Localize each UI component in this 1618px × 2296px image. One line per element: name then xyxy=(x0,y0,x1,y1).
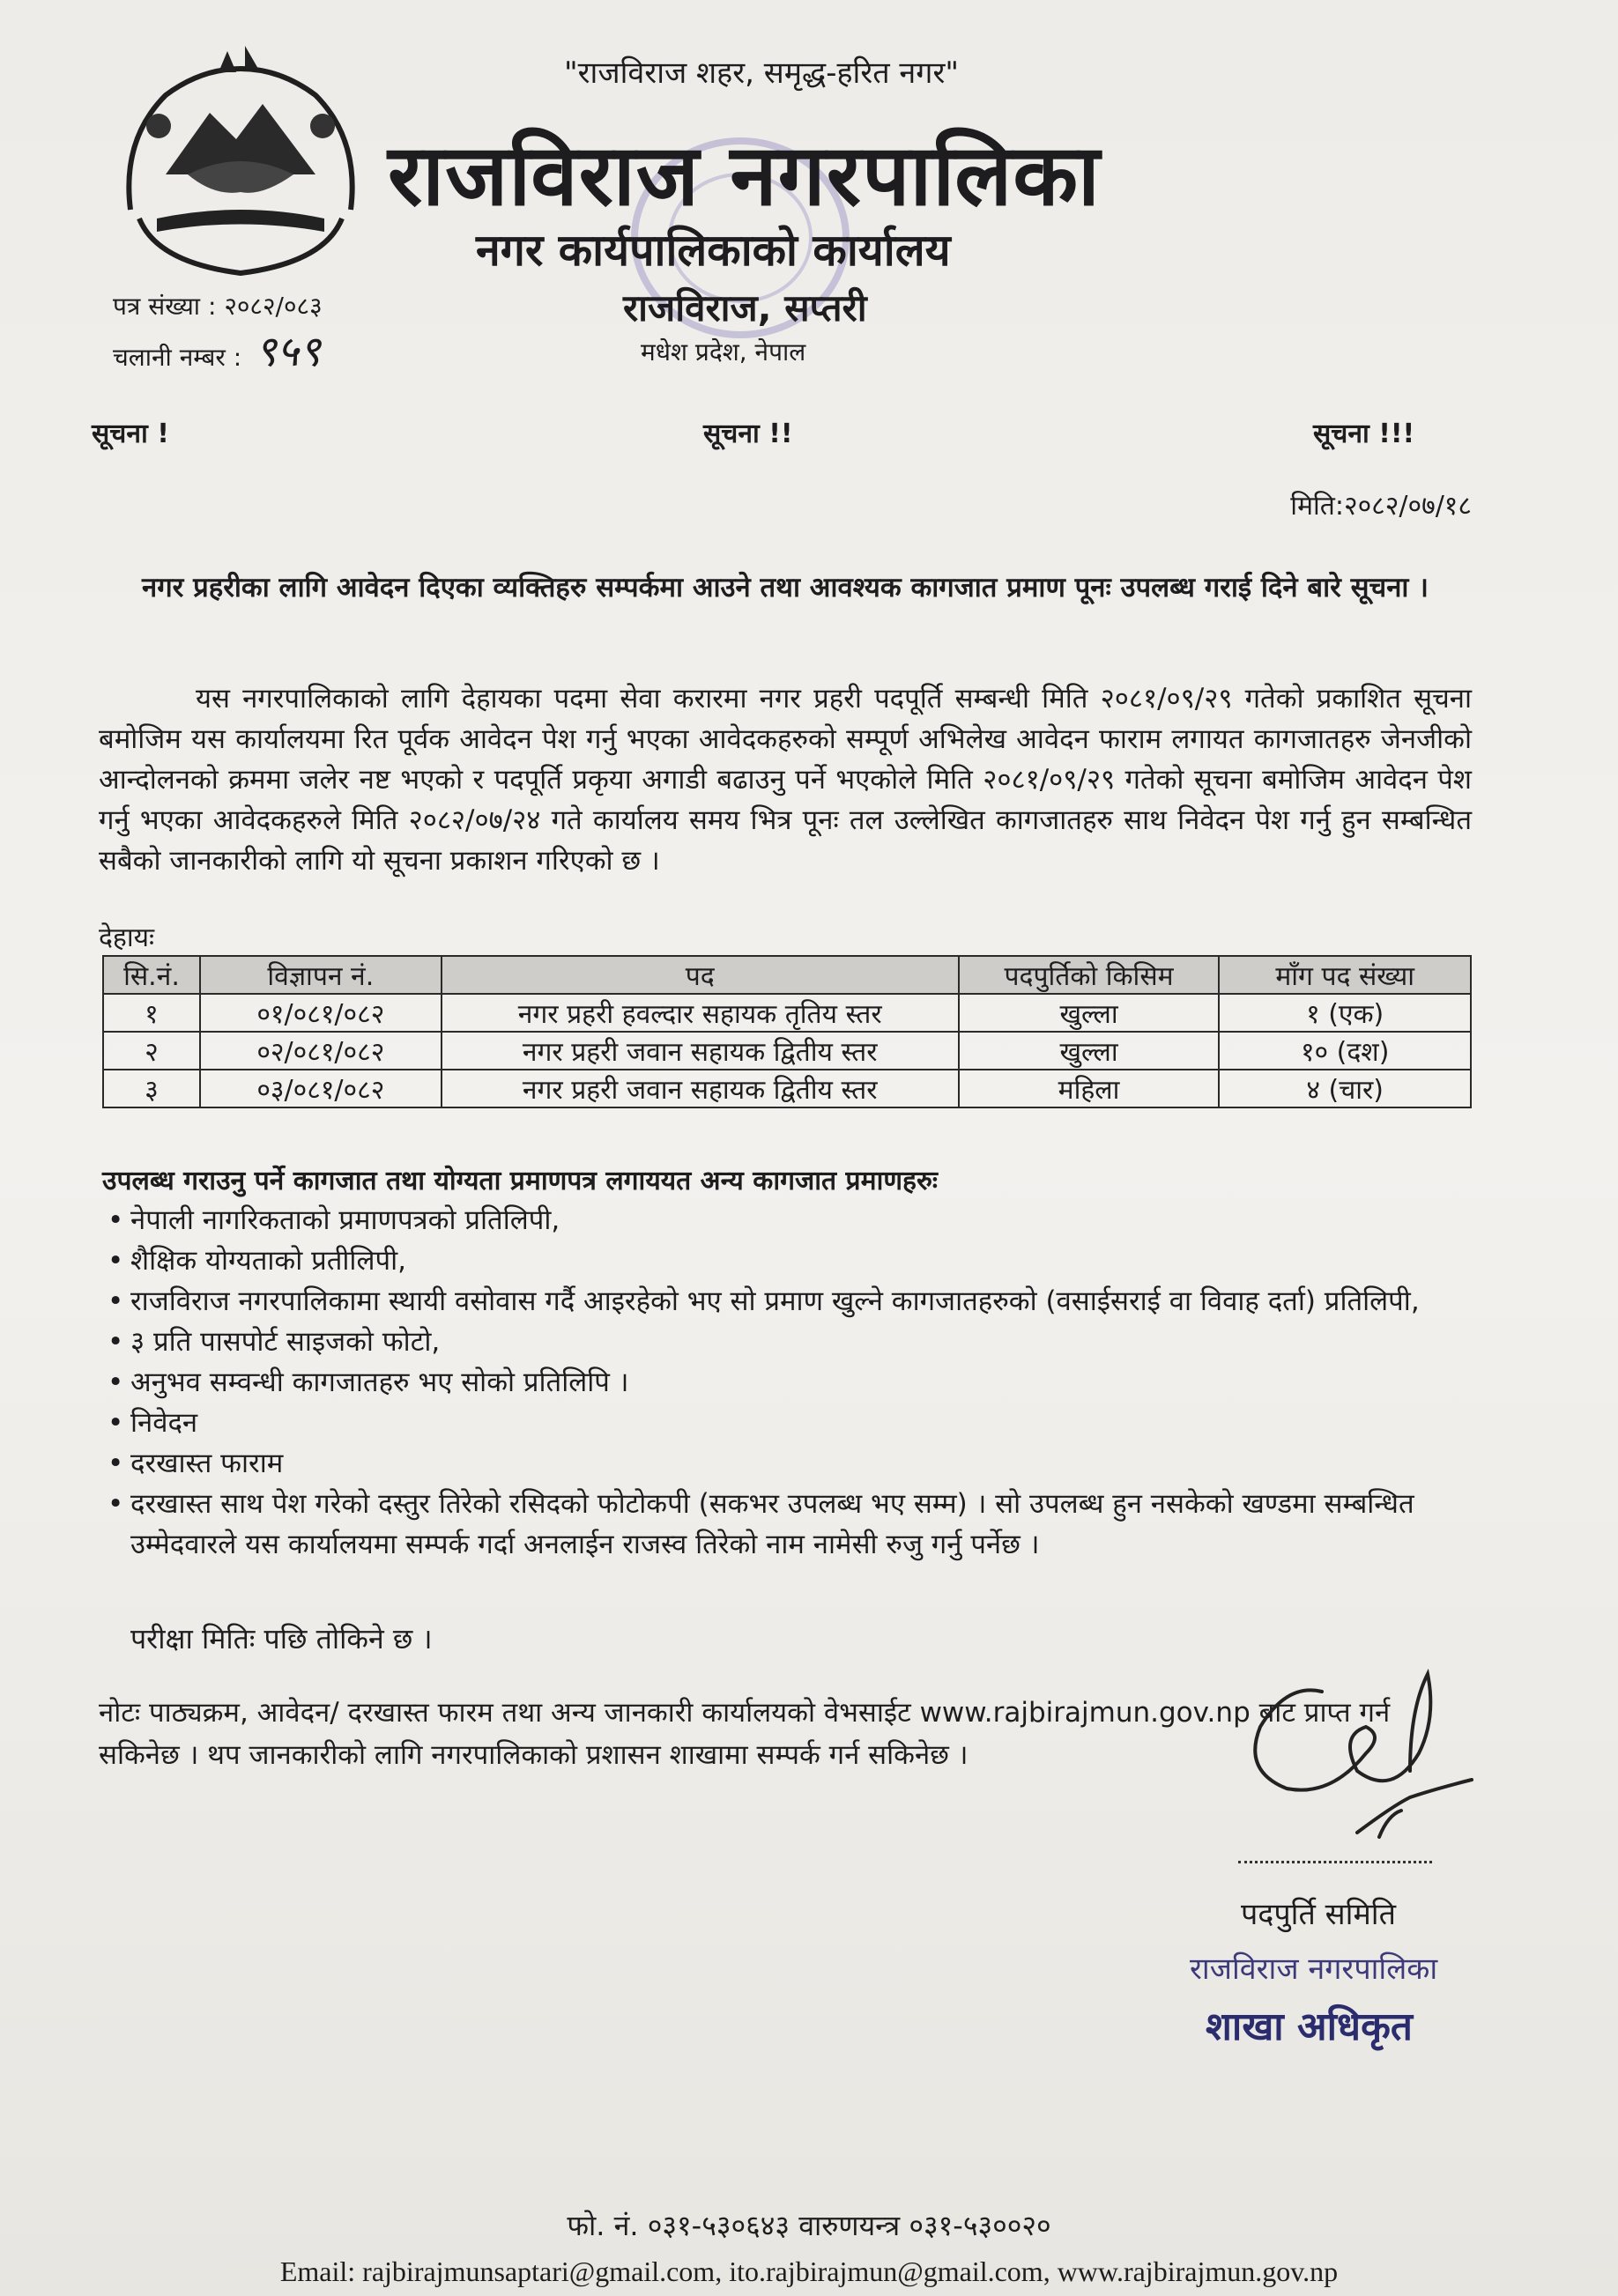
cell-type: महिला xyxy=(959,1070,1220,1107)
list-item: • दरखास्त फाराम xyxy=(108,1443,1472,1484)
cell-ad-no: ०३/०८१/०८२ xyxy=(200,1070,442,1107)
dispatch-number xyxy=(113,322,321,379)
signature-icon xyxy=(1190,1656,1481,1912)
cell-sn: ३ xyxy=(103,1070,200,1107)
cell-post: नगर प्रहरी जवान सहायक द्वितीय स्तर xyxy=(442,1032,959,1070)
office-name: राजविराज नगरपालिका xyxy=(388,126,1101,225)
table-row xyxy=(103,1032,1471,1070)
notice-date: मिति:२०८२/०७/१८ xyxy=(1290,491,1472,522)
cell-ad-no: ०२/०८१/०८२ xyxy=(200,1032,442,1070)
cell-count: १ (एक) xyxy=(1219,994,1471,1032)
col-header-type: पदपुर्तिको किसिम xyxy=(959,956,1220,994)
requirements-heading: उपलब्ध गराउनु पर्ने कागजात तथा योग्यता प्रमाणपत्र लगाययत अन्य कागजात प्रमाणहरुः xyxy=(102,1166,938,1196)
requirements-list xyxy=(108,1200,1472,1565)
footer-phone: फो. नं. ०३१-५३०६४३ वारुणयन्त्र ०३१-५३००२० xyxy=(567,2209,1051,2242)
notice-center: सूचना !! xyxy=(703,418,793,449)
list-item: • राजविराज नगरपालिकामा स्थायी वसोवास गर्दै आइरहेको भए सो प्रमाण खुल्ने कागजातहरुको (वसाईसराई वा विवाह दर्ता) प्रतिलिपी, xyxy=(108,1281,1472,1322)
notice-left: सूचना ! xyxy=(92,418,169,449)
posts-table xyxy=(102,955,1472,1108)
cell-sn: २ xyxy=(103,1032,200,1070)
dispatch-number-value: ९५९ xyxy=(255,327,321,376)
cell-post: नगर प्रहरी जवान सहायक द्वितीय स्तर xyxy=(442,1070,959,1107)
stamp-office: राजविराज नगरपालिका xyxy=(1190,1952,1438,1987)
committee-name: पदपुर्ति समिति xyxy=(1241,1897,1396,1932)
office-province: मधेश प्रदेश, नेपाल xyxy=(641,337,806,367)
cell-count: १० (दश) xyxy=(1219,1032,1471,1070)
list-item: • नेपाली नागरिकताको प्रमाणपत्रको प्रतिलिपी, xyxy=(108,1200,1472,1241)
notice-subject: नगर प्रहरीका लागि आवेदन दिएका व्यक्तिहरु सम्पर्कमा आउने तथा आवश्यक कागजात प्रमाण पूनः उपलब्ध गराई दिने बारे सूचना । xyxy=(141,572,1429,604)
list-item: • ३ प्रति पासपोर्ट साइजको फोटो, xyxy=(108,1322,1472,1362)
office-address: राजविराज, सप्तरी xyxy=(623,286,867,330)
list-item: • निवेदन xyxy=(108,1403,1472,1443)
col-header-count: माँग पद संख्या xyxy=(1219,956,1471,994)
office-motto: "राजविराज शहर, समृद्ध-हरित नगर" xyxy=(564,56,959,91)
nepal-emblem-icon xyxy=(104,42,377,289)
col-header-sn: सि.नं. xyxy=(103,956,200,994)
cell-post: नगर प्रहरी हवल्दार सहायक तृतिय स्तर xyxy=(442,994,959,1032)
cell-type: खुल्ला xyxy=(959,1032,1220,1070)
footnote: नोटः पाठ्यक्रम, आवेदन/ दरखास्त फारम तथा अन्य जानकारी कार्यालयको वेभसाईट www.rajbirajmun.gov.np बाट प्राप्त गर्न सकिनेछ । थप जानकारीको लागि नगरपालिकाको प्रशासन शाखामा सम्पर्क गर्न सकिनेछ । xyxy=(99,1697,1391,1771)
col-header-post: पद xyxy=(442,956,959,994)
cell-ad-no: ०१/०८१/०८२ xyxy=(200,994,442,1032)
letter-number xyxy=(113,289,323,322)
table-row xyxy=(103,994,1471,1032)
stamp-designation: शाखा अधिकृत xyxy=(1206,2004,1413,2049)
office-subtitle: नगर कार्यपालिकाको कार्यालय xyxy=(476,225,951,276)
list-item: • अनुभव सम्वन्धी कागजातहरु भए सोको प्रतिलिपि । xyxy=(108,1362,1472,1403)
dehay-label: देहायः xyxy=(99,922,155,953)
exam-date-note: परीक्षा मितिः पछि तोकिने छ । xyxy=(130,1622,433,1655)
cell-count: ४ (चार) xyxy=(1219,1070,1471,1107)
cell-type: खुल्ला xyxy=(959,994,1220,1032)
footer-email: Email: rajbirajmunsaptari@gmail.com, ito.rajbirajmun@gmail.com, www.rajbirajmun.gov.np xyxy=(279,2255,1339,2287)
list-item: • दरखास्त साथ पेश गरेको दस्तुर तिरेको रसिदको फोटोकपी (सकभर उपलब्ध भए सम्म) । सो उपलब्ध हुन नसकेको खण्डमा सम्बन्धित उम्मेदवारले यस कार्यालयमा सम्पर्क गर्दा अनलाईन राजस्व तिरेको नाम नामेसी रुजु गर्नु पर्नेछ । xyxy=(108,1484,1472,1565)
notice-body: यस नगरपालिकाको लागि देहायका पदमा सेवा करारमा नगर प्रहरी पदपूर्ति सम्बन्धी मिति २०८१/०९/२९ गतेको प्रकाशित सूचना बमोजिम यस कार्यालयमा रित पूर्वक आवेदन पेश गर्नु भएका आवेदकहरुको सम्पूर्ण अभिलेख आवेदन फाराम लगायत कागजातहरु जेनजीको आन्दोलनको क्रममा जलेर नष्ट भएको र पदपूर्ति प्रकृया अगाडी बढाउनु पर्ने भएकोले मिति २०८१/०९/२९ गतेको सूचना बमोजिम आवेदन पेश गर्नु भएका आवेदकहरुले मिति २०८२/०७/२४ गते कार्यालय समय भित्र पूनः तल उल्लेखित कागजातहरु साथ निवेदन पेश गर्नु हुन सम्बन्धित सबैको जानकारीको लागि यो सूचना प्रकाशन गरिएको छ । xyxy=(99,683,1472,877)
signature-line xyxy=(1238,1861,1432,1863)
letter-number-label: पत्र संख्या : xyxy=(113,292,217,321)
letter-number-value: २०८२/०८३ xyxy=(224,292,323,321)
list-item: • शैक्षिक योग्यताको प्रतीलिपी, xyxy=(108,1241,1472,1281)
table-header-row xyxy=(103,956,1471,994)
table-row xyxy=(103,1070,1471,1107)
col-header-ad-no: विज्ञापन नं. xyxy=(200,956,442,994)
dispatch-number-label: चलानी नम्बर : xyxy=(113,343,242,372)
cell-sn: १ xyxy=(103,994,200,1032)
notice-right: सूचना !!! xyxy=(1313,418,1415,449)
